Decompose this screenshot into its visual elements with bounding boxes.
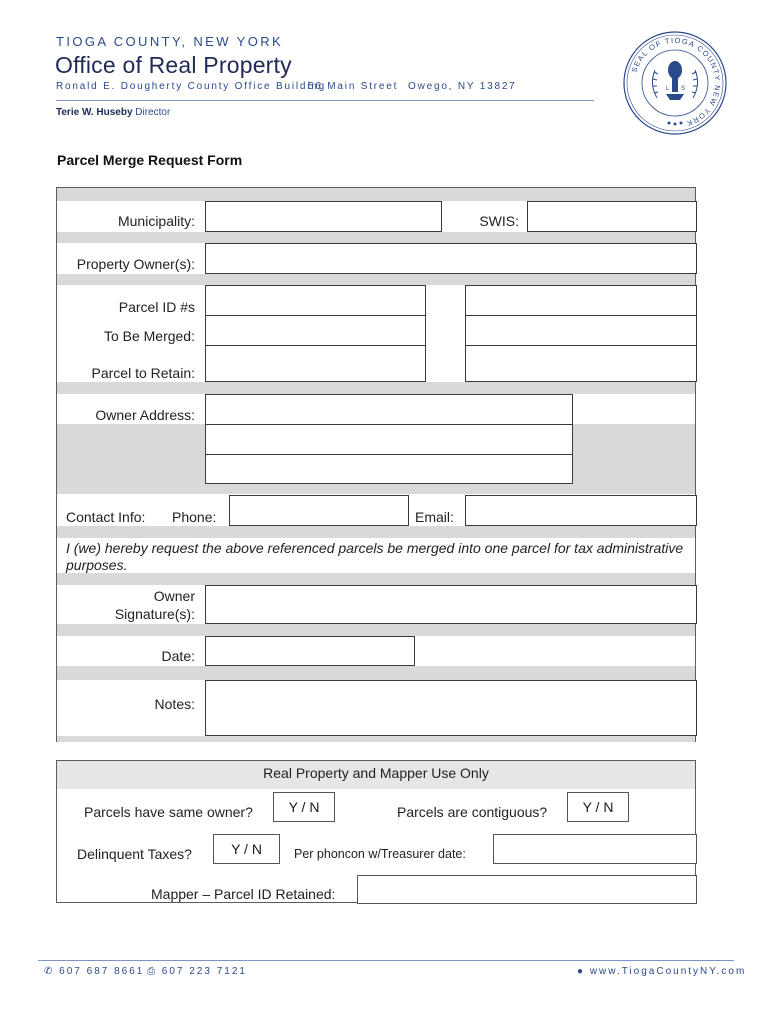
- globe-icon: ●: [577, 966, 586, 977]
- contiguous-field[interactable]: Y / N: [567, 792, 629, 822]
- municipality-field[interactable]: [205, 201, 442, 232]
- email-field[interactable]: [465, 495, 697, 526]
- owner-signature-label-1: Owner: [153, 588, 195, 604]
- same-owner-label: Parcels have same owner?: [84, 804, 253, 820]
- seal-letter-left: L: [666, 86, 670, 92]
- parcel-id-field-2[interactable]: [205, 315, 426, 346]
- footer-website-link[interactable]: www.TiogaCountyNY.com: [589, 966, 747, 977]
- property-owners-label: Property Owner(s):: [76, 256, 195, 272]
- gray-band: [57, 666, 695, 680]
- owner-address-label: Owner Address:: [95, 407, 195, 423]
- contact-info-label: Contact Info:: [66, 509, 146, 525]
- form-title: Parcel Merge Request Form: [57, 152, 243, 168]
- contiguous-label: Parcels are contiguous?: [397, 804, 548, 820]
- swis-field[interactable]: [527, 201, 697, 232]
- gray-band: [57, 624, 695, 636]
- parcel-id-field-3[interactable]: [465, 285, 697, 316]
- owner-address-line-2[interactable]: [205, 424, 573, 455]
- gray-band: [57, 274, 695, 285]
- swis-label: SWIS:: [479, 213, 519, 229]
- seal-ring-text: SEAL OF TIOGA COUNTY NEW YORK: [629, 35, 723, 129]
- gray-band: [57, 573, 695, 585]
- director-name: Terie W. Huseby: [56, 107, 133, 118]
- fax-icon: ⎙: [147, 966, 157, 977]
- date-field[interactable]: [205, 636, 415, 666]
- parcel-id-field-4[interactable]: [465, 315, 697, 346]
- owner-address-line-1[interactable]: [205, 394, 573, 425]
- phone-icon: ✆: [44, 966, 55, 977]
- owner-address-line-3[interactable]: [205, 454, 573, 484]
- property-owners-field[interactable]: [205, 243, 697, 274]
- footer-website[interactable]: [577, 966, 746, 977]
- notes-field[interactable]: [205, 680, 697, 736]
- seal-letter-right: S: [681, 86, 686, 92]
- owner-signature-label-2: Signature(s):: [114, 606, 195, 622]
- parcel-retain-label: Parcel to Retain:: [91, 365, 195, 381]
- office-use-title: Real Property and Mapper Use Only: [263, 765, 489, 781]
- footer-phone-number: 607 687 8661: [59, 966, 145, 977]
- to-be-merged-label: To Be Merged:: [103, 328, 195, 344]
- parcel-merge-form: [56, 187, 696, 742]
- phone-label: Phone:: [172, 509, 217, 525]
- owner-signature-field[interactable]: [205, 585, 697, 624]
- footer-divider: [38, 960, 734, 961]
- parcel-ids-label: Parcel ID #s: [118, 299, 195, 315]
- office-name: Office of Real Property: [55, 52, 292, 78]
- office-use-section: [56, 760, 696, 903]
- director-line: [56, 107, 170, 118]
- building-name: Ronald E. Dougherty County Office Building: [56, 81, 326, 92]
- gray-band: [57, 232, 695, 243]
- same-owner-field[interactable]: Y / N: [273, 792, 335, 822]
- delinquent-taxes-field[interactable]: Y / N: [213, 834, 280, 864]
- municipality-label: Municipality:: [117, 213, 195, 229]
- parcel-id-field-1[interactable]: [205, 285, 426, 316]
- notes-label: Notes:: [154, 696, 195, 712]
- declaration-text: I (we) hereby request the above referenced parcels be merged into one parcel for tax administrative purposes.: [66, 540, 684, 573]
- mapper-parcel-label: Mapper – Parcel ID Retained:: [151, 886, 336, 902]
- header-divider: [56, 100, 594, 101]
- director-title: Director: [135, 107, 171, 118]
- county-name: TIOGA COUNTY, NEW YORK: [56, 34, 284, 49]
- gray-band: [57, 188, 695, 201]
- gray-band: [57, 736, 695, 742]
- date-label: Date:: [161, 648, 195, 664]
- mapper-parcel-field[interactable]: [357, 875, 697, 904]
- seal-icon: [622, 30, 728, 136]
- parcel-retain-field-1[interactable]: [205, 345, 426, 382]
- delinquent-taxes-label: Delinquent Taxes?: [77, 846, 192, 862]
- city-address: Owego, NY 13827: [408, 81, 517, 92]
- footer-fax-number: 607 223 7121: [161, 966, 247, 977]
- footer-phone: [44, 966, 144, 977]
- parcel-retain-field-2[interactable]: [465, 345, 697, 382]
- treasurer-date-label: Per phoncon w/Treasurer date:: [294, 847, 466, 861]
- county-seal: [622, 30, 728, 136]
- gray-band: [57, 526, 695, 538]
- gray-band: [57, 382, 695, 394]
- email-label: Email:: [415, 509, 454, 525]
- phone-field[interactable]: [229, 495, 409, 526]
- street-address: 56 Main Street: [308, 81, 399, 92]
- treasurer-date-field[interactable]: [493, 834, 697, 864]
- footer-fax: [147, 966, 247, 977]
